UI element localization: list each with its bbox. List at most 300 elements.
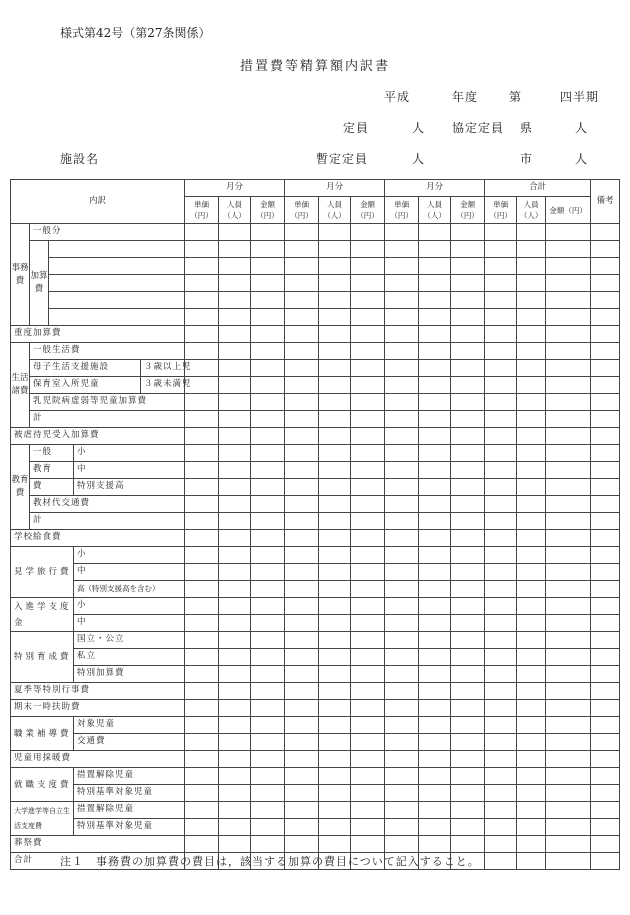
data-entry-cell[interactable] xyxy=(591,649,620,666)
data-entry-cell[interactable] xyxy=(517,462,546,479)
data-entry-cell[interactable] xyxy=(219,462,251,479)
data-entry-cell[interactable] xyxy=(451,292,485,309)
data-entry-cell[interactable] xyxy=(591,683,620,700)
data-entry-cell[interactable] xyxy=(546,513,591,530)
data-entry-cell[interactable] xyxy=(385,666,419,683)
data-entry-cell[interactable] xyxy=(185,666,219,683)
data-entry-cell[interactable] xyxy=(351,513,385,530)
data-entry-cell[interactable] xyxy=(285,836,319,853)
data-entry-cell[interactable] xyxy=(185,598,219,615)
data-entry-cell[interactable] xyxy=(517,632,546,649)
data-entry-cell[interactable] xyxy=(319,666,351,683)
data-entry-cell[interactable] xyxy=(219,666,251,683)
data-entry-cell[interactable] xyxy=(385,360,419,377)
data-entry-cell[interactable] xyxy=(419,768,451,785)
data-entry-cell[interactable] xyxy=(385,377,419,394)
kasan-item-cell[interactable] xyxy=(49,309,185,326)
data-entry-cell[interactable] xyxy=(485,309,517,326)
data-entry-cell[interactable] xyxy=(319,292,351,309)
data-entry-cell[interactable] xyxy=(219,513,251,530)
data-entry-cell[interactable] xyxy=(451,428,485,445)
data-entry-cell[interactable] xyxy=(546,836,591,853)
data-entry-cell[interactable] xyxy=(517,377,546,394)
data-entry-cell[interactable] xyxy=(517,683,546,700)
data-entry-cell[interactable] xyxy=(385,309,419,326)
data-entry-cell[interactable] xyxy=(485,479,517,496)
data-entry-cell[interactable] xyxy=(185,632,219,649)
data-entry-cell[interactable] xyxy=(419,496,451,513)
data-entry-cell[interactable] xyxy=(185,751,219,768)
data-entry-cell[interactable] xyxy=(591,241,620,258)
data-entry-cell[interactable] xyxy=(419,479,451,496)
data-entry-cell[interactable] xyxy=(351,819,385,836)
data-entry-cell[interactable] xyxy=(285,700,319,717)
data-entry-cell[interactable] xyxy=(319,785,351,802)
data-entry-cell[interactable] xyxy=(546,717,591,734)
data-entry-cell[interactable] xyxy=(351,309,385,326)
data-entry-cell[interactable] xyxy=(517,615,546,632)
data-entry-cell[interactable] xyxy=(219,615,251,632)
data-entry-cell[interactable] xyxy=(485,836,517,853)
data-entry-cell[interactable] xyxy=(485,598,517,615)
data-entry-cell[interactable] xyxy=(219,564,251,581)
data-entry-cell[interactable] xyxy=(351,751,385,768)
data-entry-cell[interactable] xyxy=(591,411,620,428)
data-entry-cell[interactable] xyxy=(591,258,620,275)
data-entry-cell[interactable] xyxy=(285,547,319,564)
data-entry-cell[interactable] xyxy=(419,785,451,802)
data-entry-cell[interactable] xyxy=(251,785,285,802)
data-entry-cell[interactable] xyxy=(451,411,485,428)
data-entry-cell[interactable] xyxy=(251,445,285,462)
data-entry-cell[interactable] xyxy=(351,836,385,853)
data-entry-cell[interactable] xyxy=(285,785,319,802)
data-entry-cell[interactable] xyxy=(319,360,351,377)
data-entry-cell[interactable] xyxy=(451,326,485,343)
data-entry-cell[interactable] xyxy=(251,377,285,394)
data-entry-cell[interactable] xyxy=(219,683,251,700)
data-entry-cell[interactable] xyxy=(351,700,385,717)
data-entry-cell[interactable] xyxy=(591,751,620,768)
data-entry-cell[interactable] xyxy=(351,598,385,615)
data-entry-cell[interactable] xyxy=(219,785,251,802)
data-entry-cell[interactable] xyxy=(591,292,620,309)
data-entry-cell[interactable] xyxy=(185,394,219,411)
data-entry-cell[interactable] xyxy=(385,819,419,836)
data-entry-cell[interactable] xyxy=(219,360,251,377)
data-entry-cell[interactable] xyxy=(546,275,591,292)
data-entry-cell[interactable] xyxy=(351,785,385,802)
data-entry-cell[interactable] xyxy=(285,496,319,513)
data-entry-cell[interactable] xyxy=(385,224,419,241)
data-entry-cell[interactable] xyxy=(319,394,351,411)
data-entry-cell[interactable] xyxy=(591,785,620,802)
data-entry-cell[interactable] xyxy=(385,649,419,666)
data-entry-cell[interactable] xyxy=(419,819,451,836)
data-entry-cell[interactable] xyxy=(517,836,546,853)
data-entry-cell[interactable] xyxy=(185,547,219,564)
data-entry-cell[interactable] xyxy=(185,513,219,530)
data-entry-cell[interactable] xyxy=(591,275,620,292)
data-entry-cell[interactable] xyxy=(517,785,546,802)
data-entry-cell[interactable] xyxy=(351,462,385,479)
data-entry-cell[interactable] xyxy=(351,768,385,785)
data-entry-cell[interactable] xyxy=(451,768,485,785)
data-entry-cell[interactable] xyxy=(517,547,546,564)
data-entry-cell[interactable] xyxy=(285,479,319,496)
data-entry-cell[interactable] xyxy=(485,224,517,241)
data-entry-cell[interactable] xyxy=(251,632,285,649)
data-entry-cell[interactable] xyxy=(451,819,485,836)
data-entry-cell[interactable] xyxy=(351,411,385,428)
data-entry-cell[interactable] xyxy=(251,275,285,292)
data-entry-cell[interactable] xyxy=(351,717,385,734)
data-entry-cell[interactable] xyxy=(185,224,219,241)
data-entry-cell[interactable] xyxy=(285,377,319,394)
data-entry-cell[interactable] xyxy=(419,326,451,343)
data-entry-cell[interactable] xyxy=(251,768,285,785)
data-entry-cell[interactable] xyxy=(546,598,591,615)
data-entry-cell[interactable] xyxy=(591,802,620,819)
data-entry-cell[interactable] xyxy=(485,734,517,751)
data-entry-cell[interactable] xyxy=(385,768,419,785)
data-entry-cell[interactable] xyxy=(219,496,251,513)
data-entry-cell[interactable] xyxy=(451,496,485,513)
data-entry-cell[interactable] xyxy=(251,530,285,547)
data-entry-cell[interactable] xyxy=(285,581,319,598)
data-entry-cell[interactable] xyxy=(385,632,419,649)
data-entry-cell[interactable] xyxy=(546,326,591,343)
data-entry-cell[interactable] xyxy=(319,241,351,258)
data-entry-cell[interactable] xyxy=(546,292,591,309)
data-entry-cell[interactable] xyxy=(219,224,251,241)
data-entry-cell[interactable] xyxy=(319,598,351,615)
data-entry-cell[interactable] xyxy=(219,802,251,819)
data-entry-cell[interactable] xyxy=(319,326,351,343)
data-entry-cell[interactable] xyxy=(485,360,517,377)
data-entry-cell[interactable] xyxy=(485,768,517,785)
data-entry-cell[interactable] xyxy=(219,819,251,836)
data-entry-cell[interactable] xyxy=(385,428,419,445)
data-entry-cell[interactable] xyxy=(591,343,620,360)
data-entry-cell[interactable] xyxy=(251,224,285,241)
data-entry-cell[interactable] xyxy=(319,734,351,751)
data-entry-cell[interactable] xyxy=(419,547,451,564)
data-entry-cell[interactable] xyxy=(385,717,419,734)
data-entry-cell[interactable] xyxy=(219,581,251,598)
data-entry-cell[interactable] xyxy=(219,530,251,547)
data-entry-cell[interactable] xyxy=(251,564,285,581)
data-entry-cell[interactable] xyxy=(351,377,385,394)
data-entry-cell[interactable] xyxy=(517,564,546,581)
data-entry-cell[interactable] xyxy=(351,581,385,598)
data-entry-cell[interactable] xyxy=(385,547,419,564)
data-entry-cell[interactable] xyxy=(185,275,219,292)
data-entry-cell[interactable] xyxy=(485,411,517,428)
data-entry-cell[interactable] xyxy=(451,564,485,581)
data-entry-cell[interactable] xyxy=(419,581,451,598)
data-entry-cell[interactable] xyxy=(451,513,485,530)
data-entry-cell[interactable] xyxy=(485,377,517,394)
data-entry-cell[interactable] xyxy=(351,615,385,632)
data-entry-cell[interactable] xyxy=(546,547,591,564)
data-entry-cell[interactable] xyxy=(285,445,319,462)
data-entry-cell[interactable] xyxy=(485,751,517,768)
data-entry-cell[interactable] xyxy=(385,496,419,513)
data-entry-cell[interactable] xyxy=(451,530,485,547)
data-entry-cell[interactable] xyxy=(385,292,419,309)
data-entry-cell[interactable] xyxy=(251,326,285,343)
data-entry-cell[interactable] xyxy=(485,683,517,700)
data-entry-cell[interactable] xyxy=(485,853,517,870)
data-entry-cell[interactable] xyxy=(185,683,219,700)
data-entry-cell[interactable] xyxy=(546,309,591,326)
data-entry-cell[interactable] xyxy=(385,411,419,428)
data-entry-cell[interactable] xyxy=(485,564,517,581)
data-entry-cell[interactable] xyxy=(285,649,319,666)
data-entry-cell[interactable] xyxy=(591,564,620,581)
data-entry-cell[interactable] xyxy=(351,343,385,360)
data-entry-cell[interactable] xyxy=(351,326,385,343)
data-entry-cell[interactable] xyxy=(419,615,451,632)
data-entry-cell[interactable] xyxy=(451,615,485,632)
data-entry-cell[interactable] xyxy=(251,649,285,666)
data-entry-cell[interactable] xyxy=(546,615,591,632)
data-entry-cell[interactable] xyxy=(517,751,546,768)
data-entry-cell[interactable] xyxy=(351,632,385,649)
data-entry-cell[interactable] xyxy=(185,530,219,547)
data-entry-cell[interactable] xyxy=(351,649,385,666)
data-entry-cell[interactable] xyxy=(351,445,385,462)
data-entry-cell[interactable] xyxy=(319,462,351,479)
data-entry-cell[interactable] xyxy=(451,751,485,768)
data-entry-cell[interactable] xyxy=(385,581,419,598)
data-entry-cell[interactable] xyxy=(546,479,591,496)
data-entry-cell[interactable] xyxy=(351,802,385,819)
data-entry-cell[interactable] xyxy=(517,479,546,496)
data-entry-cell[interactable] xyxy=(385,700,419,717)
data-entry-cell[interactable] xyxy=(546,530,591,547)
data-entry-cell[interactable] xyxy=(285,224,319,241)
data-entry-cell[interactable] xyxy=(485,445,517,462)
data-entry-cell[interactable] xyxy=(451,343,485,360)
data-entry-cell[interactable] xyxy=(591,462,620,479)
data-entry-cell[interactable] xyxy=(517,309,546,326)
data-entry-cell[interactable] xyxy=(517,649,546,666)
data-entry-cell[interactable] xyxy=(285,632,319,649)
data-entry-cell[interactable] xyxy=(351,496,385,513)
data-entry-cell[interactable] xyxy=(419,258,451,275)
data-entry-cell[interactable] xyxy=(319,445,351,462)
data-entry-cell[interactable] xyxy=(591,513,620,530)
data-entry-cell[interactable] xyxy=(419,428,451,445)
data-entry-cell[interactable] xyxy=(451,479,485,496)
data-entry-cell[interactable] xyxy=(517,734,546,751)
data-entry-cell[interactable] xyxy=(185,581,219,598)
data-entry-cell[interactable] xyxy=(219,717,251,734)
data-entry-cell[interactable] xyxy=(251,292,285,309)
data-entry-cell[interactable] xyxy=(185,768,219,785)
data-entry-cell[interactable] xyxy=(219,394,251,411)
data-entry-cell[interactable] xyxy=(517,394,546,411)
data-entry-cell[interactable] xyxy=(251,751,285,768)
data-entry-cell[interactable] xyxy=(591,224,620,241)
data-entry-cell[interactable] xyxy=(185,241,219,258)
data-entry-cell[interactable] xyxy=(351,683,385,700)
data-entry-cell[interactable] xyxy=(251,479,285,496)
data-entry-cell[interactable] xyxy=(451,785,485,802)
data-entry-cell[interactable] xyxy=(319,275,351,292)
data-entry-cell[interactable] xyxy=(251,666,285,683)
data-entry-cell[interactable] xyxy=(351,224,385,241)
data-entry-cell[interactable] xyxy=(385,751,419,768)
data-entry-cell[interactable] xyxy=(591,836,620,853)
data-entry-cell[interactable] xyxy=(319,309,351,326)
data-entry-cell[interactable] xyxy=(319,428,351,445)
data-entry-cell[interactable] xyxy=(591,819,620,836)
data-entry-cell[interactable] xyxy=(285,734,319,751)
data-entry-cell[interactable] xyxy=(485,530,517,547)
data-entry-cell[interactable] xyxy=(591,394,620,411)
data-entry-cell[interactable] xyxy=(517,530,546,547)
data-entry-cell[interactable] xyxy=(517,428,546,445)
data-entry-cell[interactable] xyxy=(219,411,251,428)
data-entry-cell[interactable] xyxy=(419,700,451,717)
data-entry-cell[interactable] xyxy=(485,581,517,598)
kasan-item-cell[interactable] xyxy=(49,292,185,309)
data-entry-cell[interactable] xyxy=(319,479,351,496)
data-entry-cell[interactable] xyxy=(451,275,485,292)
data-entry-cell[interactable] xyxy=(319,751,351,768)
data-entry-cell[interactable] xyxy=(517,343,546,360)
data-entry-cell[interactable] xyxy=(385,836,419,853)
data-entry-cell[interactable] xyxy=(385,802,419,819)
data-entry-cell[interactable] xyxy=(485,700,517,717)
data-entry-cell[interactable] xyxy=(451,258,485,275)
data-entry-cell[interactable] xyxy=(485,802,517,819)
data-entry-cell[interactable] xyxy=(517,513,546,530)
data-entry-cell[interactable] xyxy=(419,275,451,292)
data-entry-cell[interactable] xyxy=(546,683,591,700)
data-entry-cell[interactable] xyxy=(419,802,451,819)
data-entry-cell[interactable] xyxy=(546,343,591,360)
data-entry-cell[interactable] xyxy=(591,428,620,445)
data-entry-cell[interactable] xyxy=(319,547,351,564)
data-entry-cell[interactable] xyxy=(285,530,319,547)
data-entry-cell[interactable] xyxy=(219,700,251,717)
data-entry-cell[interactable] xyxy=(219,377,251,394)
data-entry-cell[interactable] xyxy=(419,513,451,530)
data-entry-cell[interactable] xyxy=(285,462,319,479)
data-entry-cell[interactable] xyxy=(419,683,451,700)
data-entry-cell[interactable] xyxy=(546,377,591,394)
data-entry-cell[interactable] xyxy=(285,683,319,700)
data-entry-cell[interactable] xyxy=(517,768,546,785)
data-entry-cell[interactable] xyxy=(419,224,451,241)
data-entry-cell[interactable] xyxy=(419,734,451,751)
data-entry-cell[interactable] xyxy=(219,326,251,343)
data-entry-cell[interactable] xyxy=(251,836,285,853)
data-entry-cell[interactable] xyxy=(185,700,219,717)
kasan-item-cell[interactable] xyxy=(49,275,185,292)
data-entry-cell[interactable] xyxy=(485,615,517,632)
data-entry-cell[interactable] xyxy=(591,666,620,683)
data-entry-cell[interactable] xyxy=(219,428,251,445)
data-entry-cell[interactable] xyxy=(451,394,485,411)
data-entry-cell[interactable] xyxy=(591,615,620,632)
data-entry-cell[interactable] xyxy=(219,479,251,496)
data-entry-cell[interactable] xyxy=(219,649,251,666)
data-entry-cell[interactable] xyxy=(185,717,219,734)
data-entry-cell[interactable] xyxy=(591,734,620,751)
data-entry-cell[interactable] xyxy=(451,360,485,377)
data-entry-cell[interactable] xyxy=(285,819,319,836)
data-entry-cell[interactable] xyxy=(385,445,419,462)
data-entry-cell[interactable] xyxy=(219,734,251,751)
data-entry-cell[interactable] xyxy=(591,445,620,462)
data-entry-cell[interactable] xyxy=(451,734,485,751)
data-entry-cell[interactable] xyxy=(517,360,546,377)
data-entry-cell[interactable] xyxy=(251,394,285,411)
data-entry-cell[interactable] xyxy=(185,343,219,360)
data-entry-cell[interactable] xyxy=(451,224,485,241)
data-entry-cell[interactable] xyxy=(451,547,485,564)
data-entry-cell[interactable] xyxy=(185,292,219,309)
data-entry-cell[interactable] xyxy=(517,853,546,870)
data-entry-cell[interactable] xyxy=(485,666,517,683)
data-entry-cell[interactable] xyxy=(285,394,319,411)
data-entry-cell[interactable] xyxy=(285,360,319,377)
data-entry-cell[interactable] xyxy=(285,564,319,581)
data-entry-cell[interactable] xyxy=(185,258,219,275)
data-entry-cell[interactable] xyxy=(285,275,319,292)
data-entry-cell[interactable] xyxy=(546,258,591,275)
data-entry-cell[interactable] xyxy=(251,734,285,751)
data-entry-cell[interactable] xyxy=(251,241,285,258)
data-entry-cell[interactable] xyxy=(385,785,419,802)
data-entry-cell[interactable] xyxy=(185,445,219,462)
data-entry-cell[interactable] xyxy=(517,326,546,343)
data-entry-cell[interactable] xyxy=(485,292,517,309)
data-entry-cell[interactable] xyxy=(185,309,219,326)
data-entry-cell[interactable] xyxy=(251,360,285,377)
data-entry-cell[interactable] xyxy=(517,241,546,258)
data-entry-cell[interactable] xyxy=(319,615,351,632)
data-entry-cell[interactable] xyxy=(351,564,385,581)
data-entry-cell[interactable] xyxy=(251,513,285,530)
data-entry-cell[interactable] xyxy=(485,241,517,258)
data-entry-cell[interactable] xyxy=(185,649,219,666)
data-entry-cell[interactable] xyxy=(251,462,285,479)
data-entry-cell[interactable] xyxy=(419,751,451,768)
data-entry-cell[interactable] xyxy=(319,224,351,241)
data-entry-cell[interactable] xyxy=(285,343,319,360)
data-entry-cell[interactable] xyxy=(385,598,419,615)
data-entry-cell[interactable] xyxy=(485,785,517,802)
data-entry-cell[interactable] xyxy=(546,632,591,649)
data-entry-cell[interactable] xyxy=(185,615,219,632)
data-entry-cell[interactable] xyxy=(451,309,485,326)
data-entry-cell[interactable] xyxy=(517,581,546,598)
data-entry-cell[interactable] xyxy=(546,819,591,836)
data-entry-cell[interactable] xyxy=(385,615,419,632)
data-entry-cell[interactable] xyxy=(546,411,591,428)
data-entry-cell[interactable] xyxy=(485,649,517,666)
data-entry-cell[interactable] xyxy=(517,445,546,462)
data-entry-cell[interactable] xyxy=(285,768,319,785)
data-entry-cell[interactable] xyxy=(451,836,485,853)
data-entry-cell[interactable] xyxy=(451,632,485,649)
